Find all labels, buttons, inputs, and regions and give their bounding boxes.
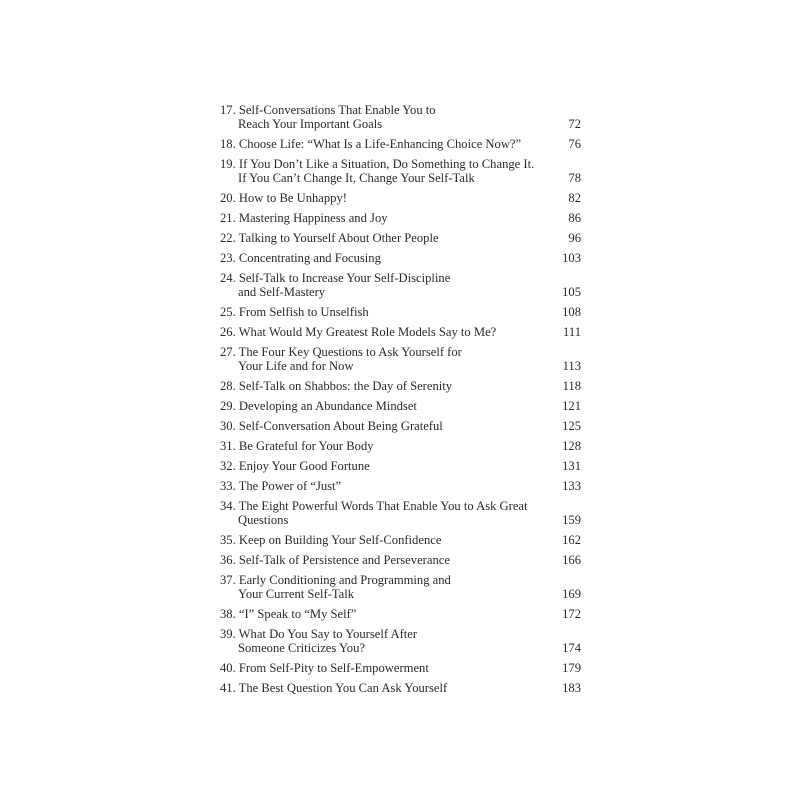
toc-entry-title: 18. Choose Life: “What Is a Life-Enhancing Choice Now?” [220,137,522,151]
toc-entry-page-number: 86 [568,211,581,225]
toc-entry-title: 38. “I” Speak to “My Self” [220,607,357,621]
toc-entry-title-continuation: Someone Criticizes You? [238,641,365,655]
toc-entry-page-number: 105 [562,285,581,299]
toc-entry-title-continuation: Reach Your Important Goals [238,117,383,131]
toc-entry-title: 28. Self-Talk on Shabbos: the Day of Serenity [220,379,453,393]
toc-entry [220,499,581,527]
toc-entry-title: 29. Developing an Abundance Mindset [220,399,417,413]
toc-entry [220,211,581,225]
toc-entry-title: 22. Talking to Yourself About Other People [220,231,439,245]
toc-entry-title-continuation: Your Life and for Now [238,359,354,373]
toc-entry-page-number: 162 [562,533,581,547]
toc-entry-page-number: 111 [563,325,581,339]
toc-entry [220,251,581,265]
toc-entry-page-number: 121 [562,399,581,413]
toc-entry [220,399,581,413]
toc-entry-title: 37. Early Conditioning and Programming and [220,573,451,587]
toc-entry-page-number: 78 [568,171,581,185]
toc-entry [220,661,581,675]
toc-entry [220,607,581,621]
toc-entry-title-continuation: Questions [238,513,289,527]
toc-entry-title: 27. The Four Key Questions to Ask Yourself for [220,345,462,359]
toc-entry-page-number: 166 [562,553,581,567]
toc-entry-title: 25. From Selfish to Unselfish [220,305,369,319]
toc-entry-page-number: 82 [568,191,581,205]
toc-entry-page-number: 128 [562,439,581,453]
toc-entry-page-number: 169 [562,587,581,601]
toc-entry-page-number: 172 [562,607,581,621]
toc-entry-page-number: 133 [562,479,581,493]
toc-entry-title: 39. What Do You Say to Yourself After [220,627,418,641]
toc-entry [220,627,581,655]
toc-entry-page-number: 108 [562,305,581,319]
toc-entry-page-number: 118 [562,379,581,393]
toc-entry [220,573,581,601]
toc-entry [220,533,581,547]
toc-entry-page-number: 96 [568,231,581,245]
toc-entry-title: 26. What Would My Greatest Role Models Say to Me? [220,325,497,339]
toc-entry-title: 23. Concentrating and Focusing [220,251,381,265]
toc-entry-page-number: 174 [562,641,581,655]
toc-entry-title-continuation: If You Can’t Change It, Change Your Self-Talk [238,171,475,185]
toc-entry-title: 36. Self-Talk of Persistence and Perseverance [220,553,450,567]
toc-entry-title: 20. How to Be Unhappy! [220,191,347,205]
toc-entry [220,379,581,393]
toc-entry-title: 19. If You Don’t Like a Situation, Do Something to Change It. [220,157,535,171]
toc-entry [220,191,581,205]
toc-entry [220,157,581,185]
toc-entry [220,137,581,151]
toc-entry-title: 34. The Eight Powerful Words That Enable You to Ask Great [220,499,528,513]
toc-entry [220,459,581,473]
toc-entry [220,681,581,695]
toc-entry-title: 35. Keep on Building Your Self-Confidence [220,533,442,547]
toc-entry-page-number: 159 [562,513,581,527]
toc-entry [220,231,581,245]
toc-entry [220,103,581,131]
toc-entry-page-number: 76 [568,137,581,151]
toc-entry-title-continuation: and Self-Mastery [238,285,326,299]
toc-entry [220,271,581,299]
toc-entry-title: 41. The Best Question You Can Ask Yourself [220,681,448,695]
toc-entry-title: 30. Self-Conversation About Being Grateful [220,419,443,433]
toc-entry-title: 24. Self-Talk to Increase Your Self-Discipline [220,271,451,285]
toc-entry-page-number: 179 [562,661,581,675]
toc-entry [220,479,581,493]
toc-entry-page-number: 113 [562,359,581,373]
toc-entry-page-number: 131 [562,459,581,473]
table-of-contents [220,103,581,701]
toc-entry-title: 17. Self-Conversations That Enable You to [220,103,436,117]
toc-entry [220,553,581,567]
toc-entry-title: 21. Mastering Happiness and Joy [220,211,388,225]
toc-entry-page-number: 183 [562,681,581,695]
toc-entry-title-continuation: Your Current Self-Talk [238,587,355,601]
toc-entry-page-number: 103 [562,251,581,265]
toc-entry-page-number: 125 [562,419,581,433]
toc-entry-title: 33. The Power of “Just” [220,479,342,493]
toc-entry [220,305,581,319]
toc-entry [220,325,581,339]
toc-entry [220,345,581,373]
toc-entry-title: 31. Be Grateful for Your Body [220,439,374,453]
toc-entry-title: 40. From Self-Pity to Self-Empowerment [220,661,429,675]
toc-entry-page-number: 72 [568,117,581,131]
toc-entry-title: 32. Enjoy Your Good Fortune [220,459,370,473]
toc-entry [220,439,581,453]
toc-entry [220,419,581,433]
